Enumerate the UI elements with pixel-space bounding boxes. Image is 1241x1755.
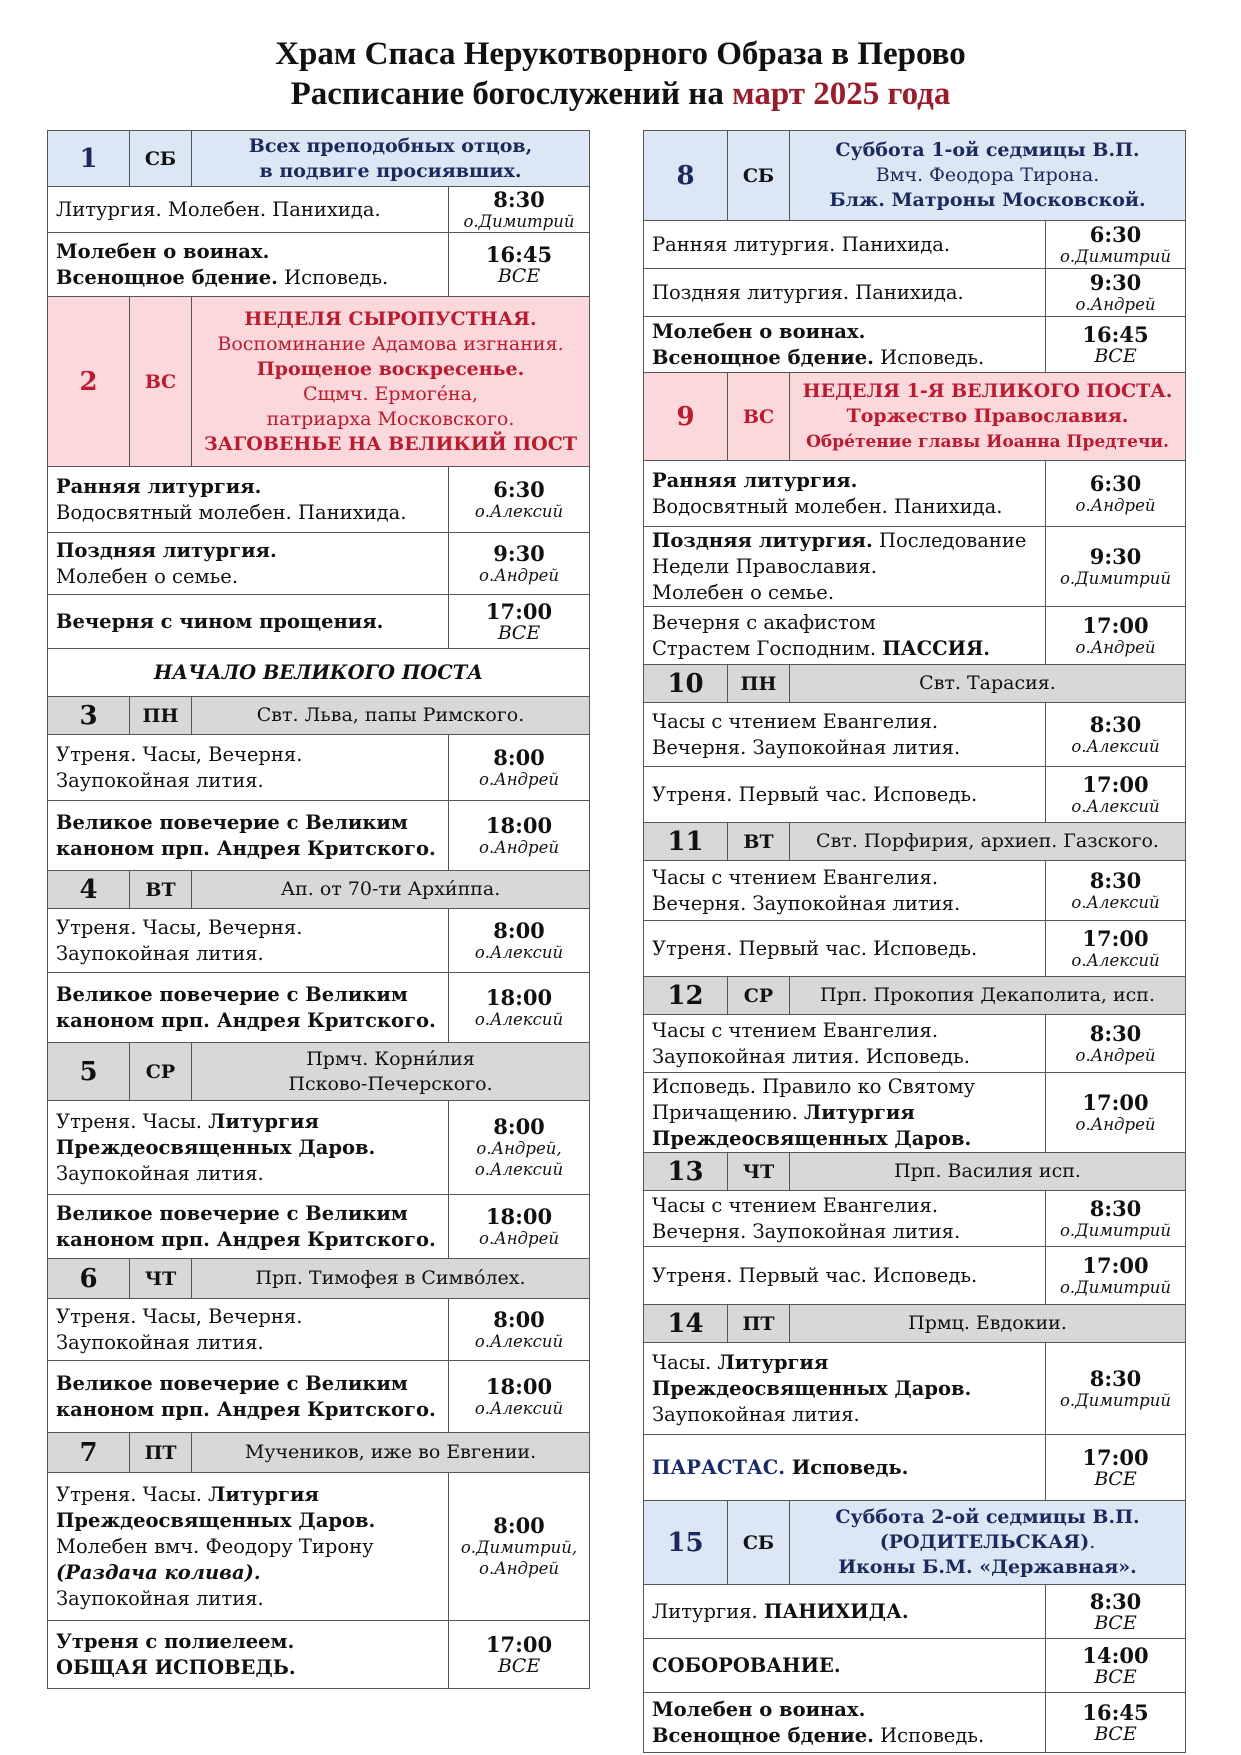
service-time: 8:00 о.Алексий <box>449 1299 590 1361</box>
service-row <box>644 527 1186 607</box>
day-number: 14 <box>644 1305 728 1343</box>
service-text: Ранняя литургия. Водосвятный молебен. Панихида. <box>48 467 449 533</box>
service-text: Часы с чтением Евангелия. Вечерня. Заупокойная лития. <box>644 703 1046 767</box>
service-time: 8:30 о.Димитрий <box>1046 1191 1186 1247</box>
service-text: Великое повечерие с Великим каноном прп. Андрея Критского. <box>48 973 449 1043</box>
day-title: Суббота 1-ой седмицы В.П. Вмч. Феодора Тирона. Блж. Матроны Московской. <box>790 131 1186 221</box>
service-row <box>48 1621 590 1689</box>
weekday: ПН <box>130 697 192 735</box>
day-title: Прп. Василия исп. <box>790 1153 1186 1191</box>
weekday: ВТ <box>130 871 192 909</box>
day-header <box>644 977 1186 1015</box>
service-row <box>644 921 1186 977</box>
service-row <box>48 909 590 973</box>
day-number: 10 <box>644 665 728 703</box>
service-time: 8:30 о.Димитрий <box>449 187 590 233</box>
service-row <box>48 187 590 233</box>
service-time: 16:45 ВСЕ <box>1046 317 1186 373</box>
service-row <box>644 221 1186 269</box>
day-number: 9 <box>644 373 728 461</box>
day-number: 15 <box>644 1501 728 1585</box>
service-time: 6:30 о.Алексий <box>449 467 590 533</box>
service-text: Часы с чтением Евангелия. Заупокойная лития. Исповедь. <box>644 1015 1046 1073</box>
service-row <box>48 533 590 595</box>
weekday: ВТ <box>728 823 790 861</box>
service-row <box>48 1299 590 1361</box>
day-header <box>644 373 1186 461</box>
service-text: СОБОРОВАНИЕ. <box>644 1639 1046 1693</box>
service-text: Вечерня с акафистом Страстем Господним. ПАССИЯ. <box>644 607 1046 665</box>
service-row <box>48 233 590 297</box>
service-time: 8:00 о.Алексий <box>449 909 590 973</box>
weekday: СР <box>728 977 790 1015</box>
service-text: Утреня. Часы. Литургия Преждеосвященных Даров. Молебен вмч. Феодору Тирону (Раздача колива). Заупокойная лития. <box>48 1473 449 1621</box>
service-text: Утреня. Первый час. Исповедь. <box>644 921 1046 977</box>
day-title: Всех преподобных отцов, в подвиге просиявших. <box>192 131 590 187</box>
service-text: Молебен о воинах. Всенощное бдение. Исповедь. <box>48 233 449 297</box>
service-text: Утреня. Часы. Литургия Преждеосвященных Даров. Заупокойная лития. <box>48 1101 449 1195</box>
weekday: ПН <box>728 665 790 703</box>
weekday: ПТ <box>130 1433 192 1473</box>
service-row <box>644 1639 1186 1693</box>
day-number: 4 <box>48 871 130 909</box>
service-row <box>644 461 1186 527</box>
service-text: Утреня. Первый час. Исповедь. <box>644 1247 1046 1305</box>
weekday: ЧТ <box>728 1153 790 1191</box>
service-time: 17:00 ВСЕ <box>449 595 590 649</box>
service-time: 18:00 о.Андрей <box>449 1195 590 1259</box>
day-title: Мучеников, иже во Евгении. <box>192 1433 590 1473</box>
day-title: НЕДЕЛЯ СЫРОПУСТНАЯ. Воспоминание Адамова изгнания. Прощеное воскресенье. Сщмч. Ермоге́на, патриарха Московского. ЗАГОВЕНЬЕ НА ВЕЛИКИЙ ПОСТ <box>192 297 590 467</box>
page-title: Храм Спаса Нерукотворного Образа в Перово <box>275 36 966 72</box>
weekday: СБ <box>728 131 790 221</box>
day-number: 1 <box>48 131 130 187</box>
service-time: 6:30 о.Андрей <box>1046 461 1186 527</box>
service-row <box>644 1247 1186 1305</box>
service-time: 17:00 ВСЕ <box>1046 1435 1186 1501</box>
day-header <box>48 1433 590 1473</box>
service-text: Молебен о воинах. Всенощное бдение. Исповедь. <box>644 317 1046 373</box>
service-time: 8:30 о.Димитрий <box>1046 1343 1186 1435</box>
weekday: ЧТ <box>130 1259 192 1299</box>
service-time: 8:30 ВСЕ <box>1046 1585 1186 1639</box>
service-row <box>644 1191 1186 1247</box>
service-text: Поздняя литургия. Молебен о семье. <box>48 533 449 595</box>
service-row <box>644 1435 1186 1501</box>
service-row <box>644 767 1186 823</box>
service-row <box>48 1101 590 1195</box>
day-title: Свт. Порфирия, архиеп. Газского. <box>790 823 1186 861</box>
day-title: Прп. Тимофея в Симво́лех. <box>192 1259 590 1299</box>
service-text: Поздняя литургия. Панихида. <box>644 269 1046 317</box>
service-time: 8:00 о.Андрей <box>449 735 590 801</box>
service-row <box>644 269 1186 317</box>
day-title: Суббота 2-ой седмицы В.П. (РОДИТЕЛЬСКАЯ). Иконы Б.М. «Державная». <box>790 1501 1186 1585</box>
service-row <box>48 801 590 871</box>
service-row <box>48 467 590 533</box>
service-time: 17:00 о.Димитрий <box>1046 1247 1186 1305</box>
day-title: Свт. Тарасия. <box>790 665 1186 703</box>
service-text: Молебен о воинах. Всенощное бдение. Исповедь. <box>644 1693 1046 1753</box>
service-time: 16:45 ВСЕ <box>449 233 590 297</box>
day-header <box>644 1305 1186 1343</box>
service-row <box>48 735 590 801</box>
service-text: Часы с чтением Евангелия. Вечерня. Заупокойная лития. <box>644 861 1046 921</box>
service-row <box>644 1693 1186 1753</box>
day-header <box>48 297 590 467</box>
service-time: 18:00 о.Алексий <box>449 1361 590 1433</box>
day-title: Ап. от 70-ти Архи́ппа. <box>192 871 590 909</box>
day-title: Прмч. Корни́лия Псково-Печерского. <box>192 1043 590 1101</box>
service-time: 8:00 о.Андрей, о.Алексий <box>449 1101 590 1195</box>
service-time: 9:30 о.Димитрий <box>1046 527 1186 607</box>
service-text: ПАРАСТАС. Исповедь. <box>644 1435 1046 1501</box>
day-header <box>48 697 590 735</box>
day-header <box>48 131 590 187</box>
service-row <box>644 1585 1186 1639</box>
service-text: Литургия. Молебен. Панихида. <box>48 187 449 233</box>
service-time: 18:00 о.Андрей <box>449 801 590 871</box>
service-row <box>644 861 1186 921</box>
service-text: Вечерня с чином прощения. <box>48 595 449 649</box>
service-time: 6:30 о.Димитрий <box>1046 221 1186 269</box>
service-text: Утреня. Часы, Вечерня. Заупокойная лития. <box>48 909 449 973</box>
day-number: 6 <box>48 1259 130 1299</box>
day-header <box>644 1153 1186 1191</box>
service-row <box>644 1073 1186 1153</box>
day-number: 3 <box>48 697 130 735</box>
day-title: НЕДЕЛЯ 1-Я ВЕЛИКОГО ПОСТА. Торжество Православия. Обре́тение главы Иоанна Предтечи. <box>790 373 1186 461</box>
weekday: СБ <box>130 131 192 187</box>
day-header <box>644 665 1186 703</box>
service-time: 8:00 о.Димитрий, о.Андрей <box>449 1473 590 1621</box>
service-text: Поздняя литургия. Последование Недели Православия. Молебен о семье. <box>644 527 1046 607</box>
service-text: Утреня. Первый час. Исповедь. <box>644 767 1046 823</box>
service-time: 17:00 ВСЕ <box>449 1621 590 1689</box>
service-time: 17:00 о.Андрей <box>1046 607 1186 665</box>
day-header <box>644 1501 1186 1585</box>
service-time: 17:00 о.Андрей <box>1046 1073 1186 1153</box>
day-header <box>48 1043 590 1101</box>
day-title: Прп. Прокопия Декаполита, исп. <box>790 977 1186 1015</box>
service-time: 18:00 о.Алексий <box>449 973 590 1043</box>
weekday: СБ <box>728 1501 790 1585</box>
weekday: ПТ <box>728 1305 790 1343</box>
service-time: 9:30 о.Андрей <box>1046 269 1186 317</box>
service-text: Литургия. ПАНИХИДА. <box>644 1585 1046 1639</box>
service-time: 16:45 ВСЕ <box>1046 1693 1186 1753</box>
service-row <box>48 1361 590 1433</box>
service-row <box>48 1195 590 1259</box>
service-time: 14:00 ВСЕ <box>1046 1639 1186 1693</box>
service-text: Ранняя литургия. Панихида. <box>644 221 1046 269</box>
page-subtitle: Расписание богослужений на март 2025 года <box>290 76 951 112</box>
service-row <box>644 1015 1186 1073</box>
service-text: Утреня. Часы, Вечерня. Заупокойная лития. <box>48 1299 449 1361</box>
service-time: 8:30 о.Алексий <box>1046 861 1186 921</box>
service-text: Ранняя литургия. Водосвятный молебен. Панихида. <box>644 461 1046 527</box>
day-title: Прмц. Евдокии. <box>790 1305 1186 1343</box>
day-number: 2 <box>48 297 130 467</box>
service-time: 8:30 о.Андрей <box>1046 1015 1186 1073</box>
service-row <box>644 607 1186 665</box>
day-number: 13 <box>644 1153 728 1191</box>
service-row <box>48 595 590 649</box>
service-text: Великое повечерие с Великим каноном прп. Андрея Критского. <box>48 801 449 871</box>
day-header <box>48 871 590 909</box>
service-row <box>644 703 1186 767</box>
service-text: Великое повечерие с Великим каноном прп. Андрея Критского. <box>48 1195 449 1259</box>
weekday: ВС <box>728 373 790 461</box>
service-time: 17:00 о.Алексий <box>1046 921 1186 977</box>
service-row <box>48 1473 590 1621</box>
schedule-table-right <box>643 130 1186 1753</box>
weekday: СР <box>130 1043 192 1101</box>
service-text: Часы. Литургия Преждеосвященных Даров. Заупокойная лития. <box>644 1343 1046 1435</box>
day-number: 12 <box>644 977 728 1015</box>
service-text: Великое повечерие с Великим каноном прп. Андрея Критского. <box>48 1361 449 1433</box>
day-number: 7 <box>48 1433 130 1473</box>
lent-banner <box>48 649 590 697</box>
service-row <box>644 317 1186 373</box>
service-text: Утреня с полиелеем. ОБЩАЯ ИСПОВЕДЬ. <box>48 1621 449 1689</box>
service-text: Утреня. Часы, Вечерня. Заупокойная лития. <box>48 735 449 801</box>
day-title: Свт. Льва, папы Римского. <box>192 697 590 735</box>
day-header <box>644 131 1186 221</box>
service-row <box>644 1343 1186 1435</box>
service-text: Исповедь. Правило ко Святому Причащению. Литургия Преждеосвященных Даров. <box>644 1073 1046 1153</box>
service-time: 8:30 о.Алексий <box>1046 703 1186 767</box>
service-time: 9:30 о.Андрей <box>449 533 590 595</box>
weekday: ВС <box>130 297 192 467</box>
service-text: Часы с чтением Евангелия. Вечерня. Заупокойная лития. <box>644 1191 1046 1247</box>
day-header <box>48 1259 590 1299</box>
schedule-table-left <box>47 130 590 1689</box>
service-time: 17:00 о.Алексий <box>1046 767 1186 823</box>
day-number: 8 <box>644 131 728 221</box>
service-row <box>48 973 590 1043</box>
lent-start-note: НАЧАЛО ВЕЛИКОГО ПОСТА <box>48 649 590 697</box>
day-number: 5 <box>48 1043 130 1101</box>
day-number: 11 <box>644 823 728 861</box>
day-header <box>644 823 1186 861</box>
